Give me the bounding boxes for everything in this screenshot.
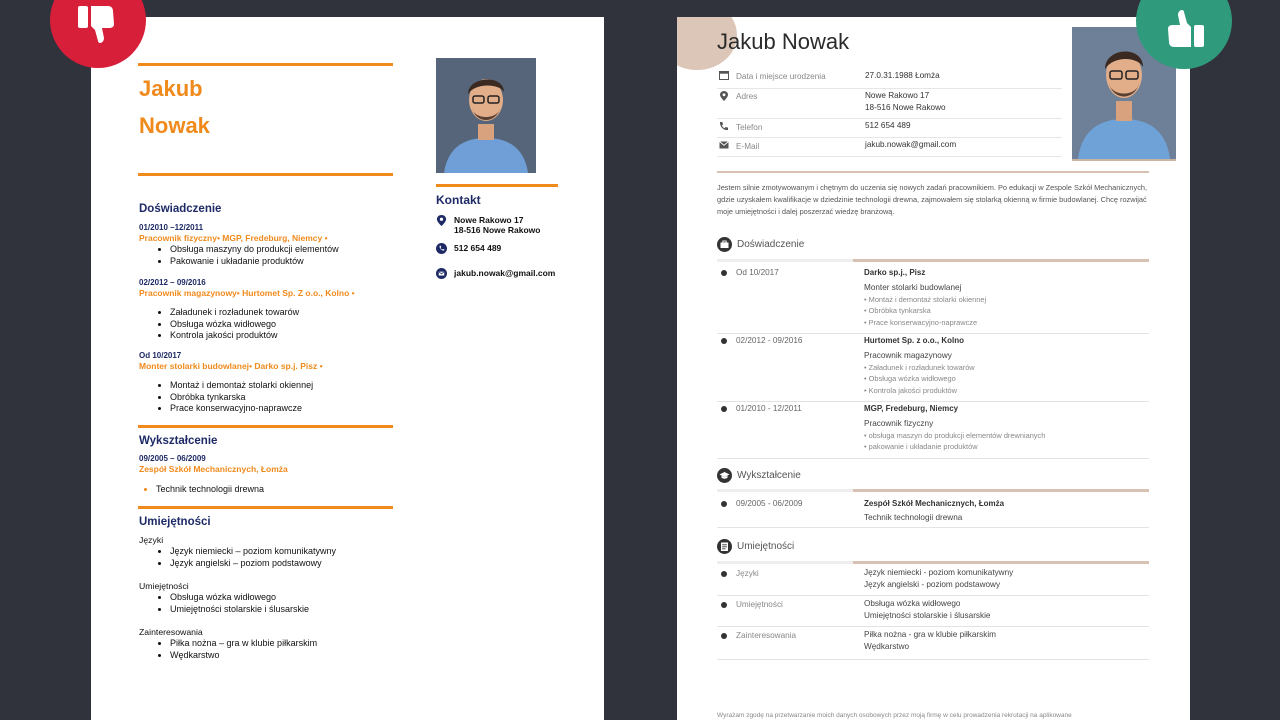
timeline-dot xyxy=(721,501,727,507)
row-separator xyxy=(717,659,1149,660)
section-rule-accent xyxy=(853,489,1149,492)
job-dates: Od 10/2017 xyxy=(139,351,182,360)
list-item: • Kontrola jakości produktów xyxy=(170,330,299,342)
timeline-dot xyxy=(721,270,727,276)
job-company: MGP, Fredeburg, Niemcy xyxy=(864,404,959,413)
bad-cv-page xyxy=(91,17,604,720)
row-separator xyxy=(717,333,1149,334)
section-rule xyxy=(717,259,1149,262)
row-separator xyxy=(717,527,1149,528)
list-item: • Obsługa wózka widłowego xyxy=(170,592,309,604)
skills-heading: Umiejętności xyxy=(139,516,211,528)
contact-phone xyxy=(436,243,501,254)
graduation-cap-icon xyxy=(717,468,732,483)
phone-value: 512 654 489 xyxy=(865,121,911,130)
job-task-list xyxy=(153,380,313,415)
list-item: • Wędkarstwo xyxy=(170,650,317,662)
profile-photo xyxy=(436,58,536,173)
info-row-email xyxy=(717,137,1062,157)
job-role: Pracownik magazynowy• Hurtomet Sp. Z o.o., Kolno • xyxy=(139,288,355,298)
skill-label: Języki xyxy=(736,569,759,578)
skill-line: Obsługa wózka widłowego xyxy=(864,599,961,608)
calendar-icon xyxy=(719,70,729,80)
skill-line: Język angielski - poziom podstawowy xyxy=(864,580,1001,589)
experience-heading: Doświadczenie xyxy=(139,203,222,215)
info-row-birth xyxy=(717,68,1062,89)
experience-heading xyxy=(717,237,804,252)
job-task-list xyxy=(864,362,975,396)
list-item: • Obsługa wózka widłowego xyxy=(864,374,956,384)
row-separator xyxy=(717,595,1149,596)
address-line-1: Nowe Rakowo 17 xyxy=(865,91,930,100)
list-item: • pakowanie i układanie produktów xyxy=(864,442,978,452)
thumbs-up-icon xyxy=(1164,7,1204,47)
job-dates: Od 10/2017 xyxy=(736,268,779,277)
list-item: • Piłka nożna – gra w klubie piłkarskim xyxy=(170,638,317,650)
good-cv-page xyxy=(677,17,1190,720)
email-label: E-Mail xyxy=(736,142,760,151)
skills-heading-label: Umiejętności xyxy=(737,541,795,552)
list-item: • Umiejętności stolarskie i ślusarskie xyxy=(170,604,309,616)
phone-label: Telefon xyxy=(736,123,763,132)
school-name: Zespół Szkół Mechanicznych, Łomża xyxy=(139,464,288,474)
job-position: Pracownik magazynowy xyxy=(864,351,952,360)
job-position: Monter stolarki budowlanej xyxy=(864,283,962,292)
skill-list xyxy=(153,546,336,569)
list-item: • Prace konserwacyjno-naprawcze xyxy=(170,403,313,415)
job-task-list xyxy=(864,430,1045,453)
timeline-dot xyxy=(721,338,727,344)
birth-label: Data i miejsce urodzenia xyxy=(736,72,826,81)
education-major: Technik technologii drewna xyxy=(864,513,963,522)
contact-address xyxy=(436,215,540,235)
phone-icon xyxy=(436,243,447,254)
list-item: • Język niemiecki – poziom komunikatywny xyxy=(170,546,336,558)
summary-divider xyxy=(717,171,1149,173)
job-dates: 01/2010 –12/2011 xyxy=(139,223,204,232)
location-pin-icon xyxy=(719,91,729,101)
phone-icon xyxy=(719,121,729,131)
contact-heading: Kontakt xyxy=(436,193,481,207)
school-name: Zespół Szkół Mechanicznych, Łomża xyxy=(864,499,1005,508)
skill-group-label: Umiejętności xyxy=(139,581,189,591)
address-line-2: 18-516 Nowe Rakowo xyxy=(865,103,946,112)
education-list xyxy=(139,484,264,496)
contact-email xyxy=(436,268,555,279)
timeline-dot xyxy=(721,571,727,577)
section-rule-accent xyxy=(853,561,1149,564)
section-rule xyxy=(138,506,393,509)
job-task-list xyxy=(153,307,299,342)
address-line-1: Nowe Rakowo 17 xyxy=(454,215,524,225)
address-value xyxy=(865,90,946,114)
skill-label: Zainteresowania xyxy=(736,631,797,640)
list-item: • obsługa maszyn do produkcji elementów drewnianych xyxy=(864,431,1046,440)
job-dates: 01/2010 - 12/2011 xyxy=(736,404,802,413)
education-dates: 09/2005 - 06/2009 xyxy=(736,499,803,508)
profile-summary: Jestem silnie zmotywowanym i chętnym do uczenia się nowych zadań pracownikiem. Po edukacji w Zespole Szkół Mechanicznych, gdzie uzyskałem kwalifikacje w dziedzinie technologii drewna, zajmowałem się stolarką okienną w firmie budowlanej. Chcę rozwijać moje umiejętności i dalej poszerzać wiedzę branżową. xyxy=(717,183,1148,217)
job-company: Darko sp.j., Pisz xyxy=(864,268,926,277)
photo-accent-line xyxy=(1072,159,1176,161)
skill-list xyxy=(153,592,309,615)
list-item: • Obróbka tynkarska xyxy=(864,306,931,316)
list-item: • Obsługa maszyny do produkcji elementów xyxy=(170,244,339,256)
timeline-dot xyxy=(721,406,727,412)
skill-group-label: Języki xyxy=(139,535,164,545)
list-item: • Obsługa wózka widłowego xyxy=(170,319,299,331)
education-dates: 09/2005 – 06/2009 xyxy=(139,454,206,463)
list-item: • Kontrola jakości produktów xyxy=(864,385,957,395)
list-item: • Montaż i demontaż stolarki okiennej xyxy=(864,295,987,304)
list-item: • Obróbka tynkarska xyxy=(170,392,313,404)
location-pin-icon xyxy=(436,215,447,226)
list-item: • Prace konserwacyjno-naprawcze xyxy=(864,317,978,327)
address-label: Adres xyxy=(736,92,758,101)
job-dates: 02/2012 - 09/2016 xyxy=(736,336,803,345)
full-name: Jakub Nowak xyxy=(717,29,850,54)
email-value: jakub.nowak@gmail.com xyxy=(865,140,957,149)
job-dates: 02/2012 – 09/2016 xyxy=(139,278,206,287)
job-task-list xyxy=(864,294,986,328)
list-item: • Montaż i demontaż stolarki okiennej xyxy=(170,380,313,392)
list-item: • Załadunek i rozładunek towarów xyxy=(170,307,299,319)
skill-line: Piłka nożna - gra w klubie piłkarskim xyxy=(864,630,996,639)
skill-label: Umiejętności xyxy=(736,600,783,609)
education-heading xyxy=(717,468,801,483)
info-row-phone xyxy=(717,118,1062,138)
first-name: Jakub xyxy=(139,76,203,101)
section-rule xyxy=(717,561,1149,564)
contact-rule xyxy=(436,184,558,187)
name-bottom-rule xyxy=(138,173,393,176)
skill-line: Umiejętności stolarskie i ślusarskie xyxy=(864,611,991,620)
email-address: jakub.nowak@gmail.com xyxy=(454,268,556,278)
list-item: • Załadunek i rozładunek towarów xyxy=(864,363,975,372)
job-position: Pracownik fizyczny xyxy=(864,419,934,428)
briefcase-icon xyxy=(717,237,732,252)
skill-line: Wędkarstwo xyxy=(864,642,910,651)
thumbs-down-icon xyxy=(78,6,118,46)
info-row-address xyxy=(717,88,1062,119)
list-item: • Pakowanie i układanie produktów xyxy=(170,256,339,268)
experience-heading-label: Doświadczenie xyxy=(737,239,805,250)
section-rule xyxy=(717,489,1149,492)
skill-list xyxy=(153,638,317,661)
education-heading: Wykształcenie xyxy=(139,435,218,447)
job-role: Monter stolarki budowlanej• Darko sp.j. Pisz • xyxy=(139,361,323,371)
last-name: Nowak xyxy=(139,113,210,138)
skill-line: Język niemiecki - poziom komunikatywny xyxy=(864,568,1014,577)
list-item: • Technik technologii drewna xyxy=(156,484,264,496)
education-heading-label: Wykształcenie xyxy=(737,470,801,481)
birth-value: 27.0.31.1988 Łomża xyxy=(865,71,940,80)
job-role: Pracownik fizyczny• MGP, Fredeburg, Niemcy • xyxy=(139,233,328,243)
gdpr-footer: Wyrażam zgodę na przetwarzanie moich danych osobowych przez moją firmę w celu prowadzenia rekrutacji na aplikowane xyxy=(717,712,1072,719)
job-task-list xyxy=(153,244,339,267)
section-rule xyxy=(138,425,393,428)
row-separator xyxy=(717,401,1149,402)
address-line-2: 18-516 Nowe Rakowo xyxy=(454,225,541,235)
phone-number: 512 654 489 xyxy=(454,243,502,253)
email-icon xyxy=(436,268,447,279)
row-separator xyxy=(717,626,1149,627)
timeline-dot xyxy=(721,633,727,639)
row-separator xyxy=(717,458,1149,459)
job-company: Hurtomet Sp. z o.o., Kolno xyxy=(864,336,964,345)
skills-heading xyxy=(717,539,794,554)
section-rule-accent xyxy=(853,259,1149,262)
checklist-icon xyxy=(717,539,732,554)
envelope-icon xyxy=(719,140,729,150)
timeline-dot xyxy=(721,602,727,608)
name-top-rule xyxy=(138,63,393,66)
list-item: • Język angielski – poziom podstawowy xyxy=(170,558,336,570)
skill-group-label: Zainteresowania xyxy=(139,627,203,637)
